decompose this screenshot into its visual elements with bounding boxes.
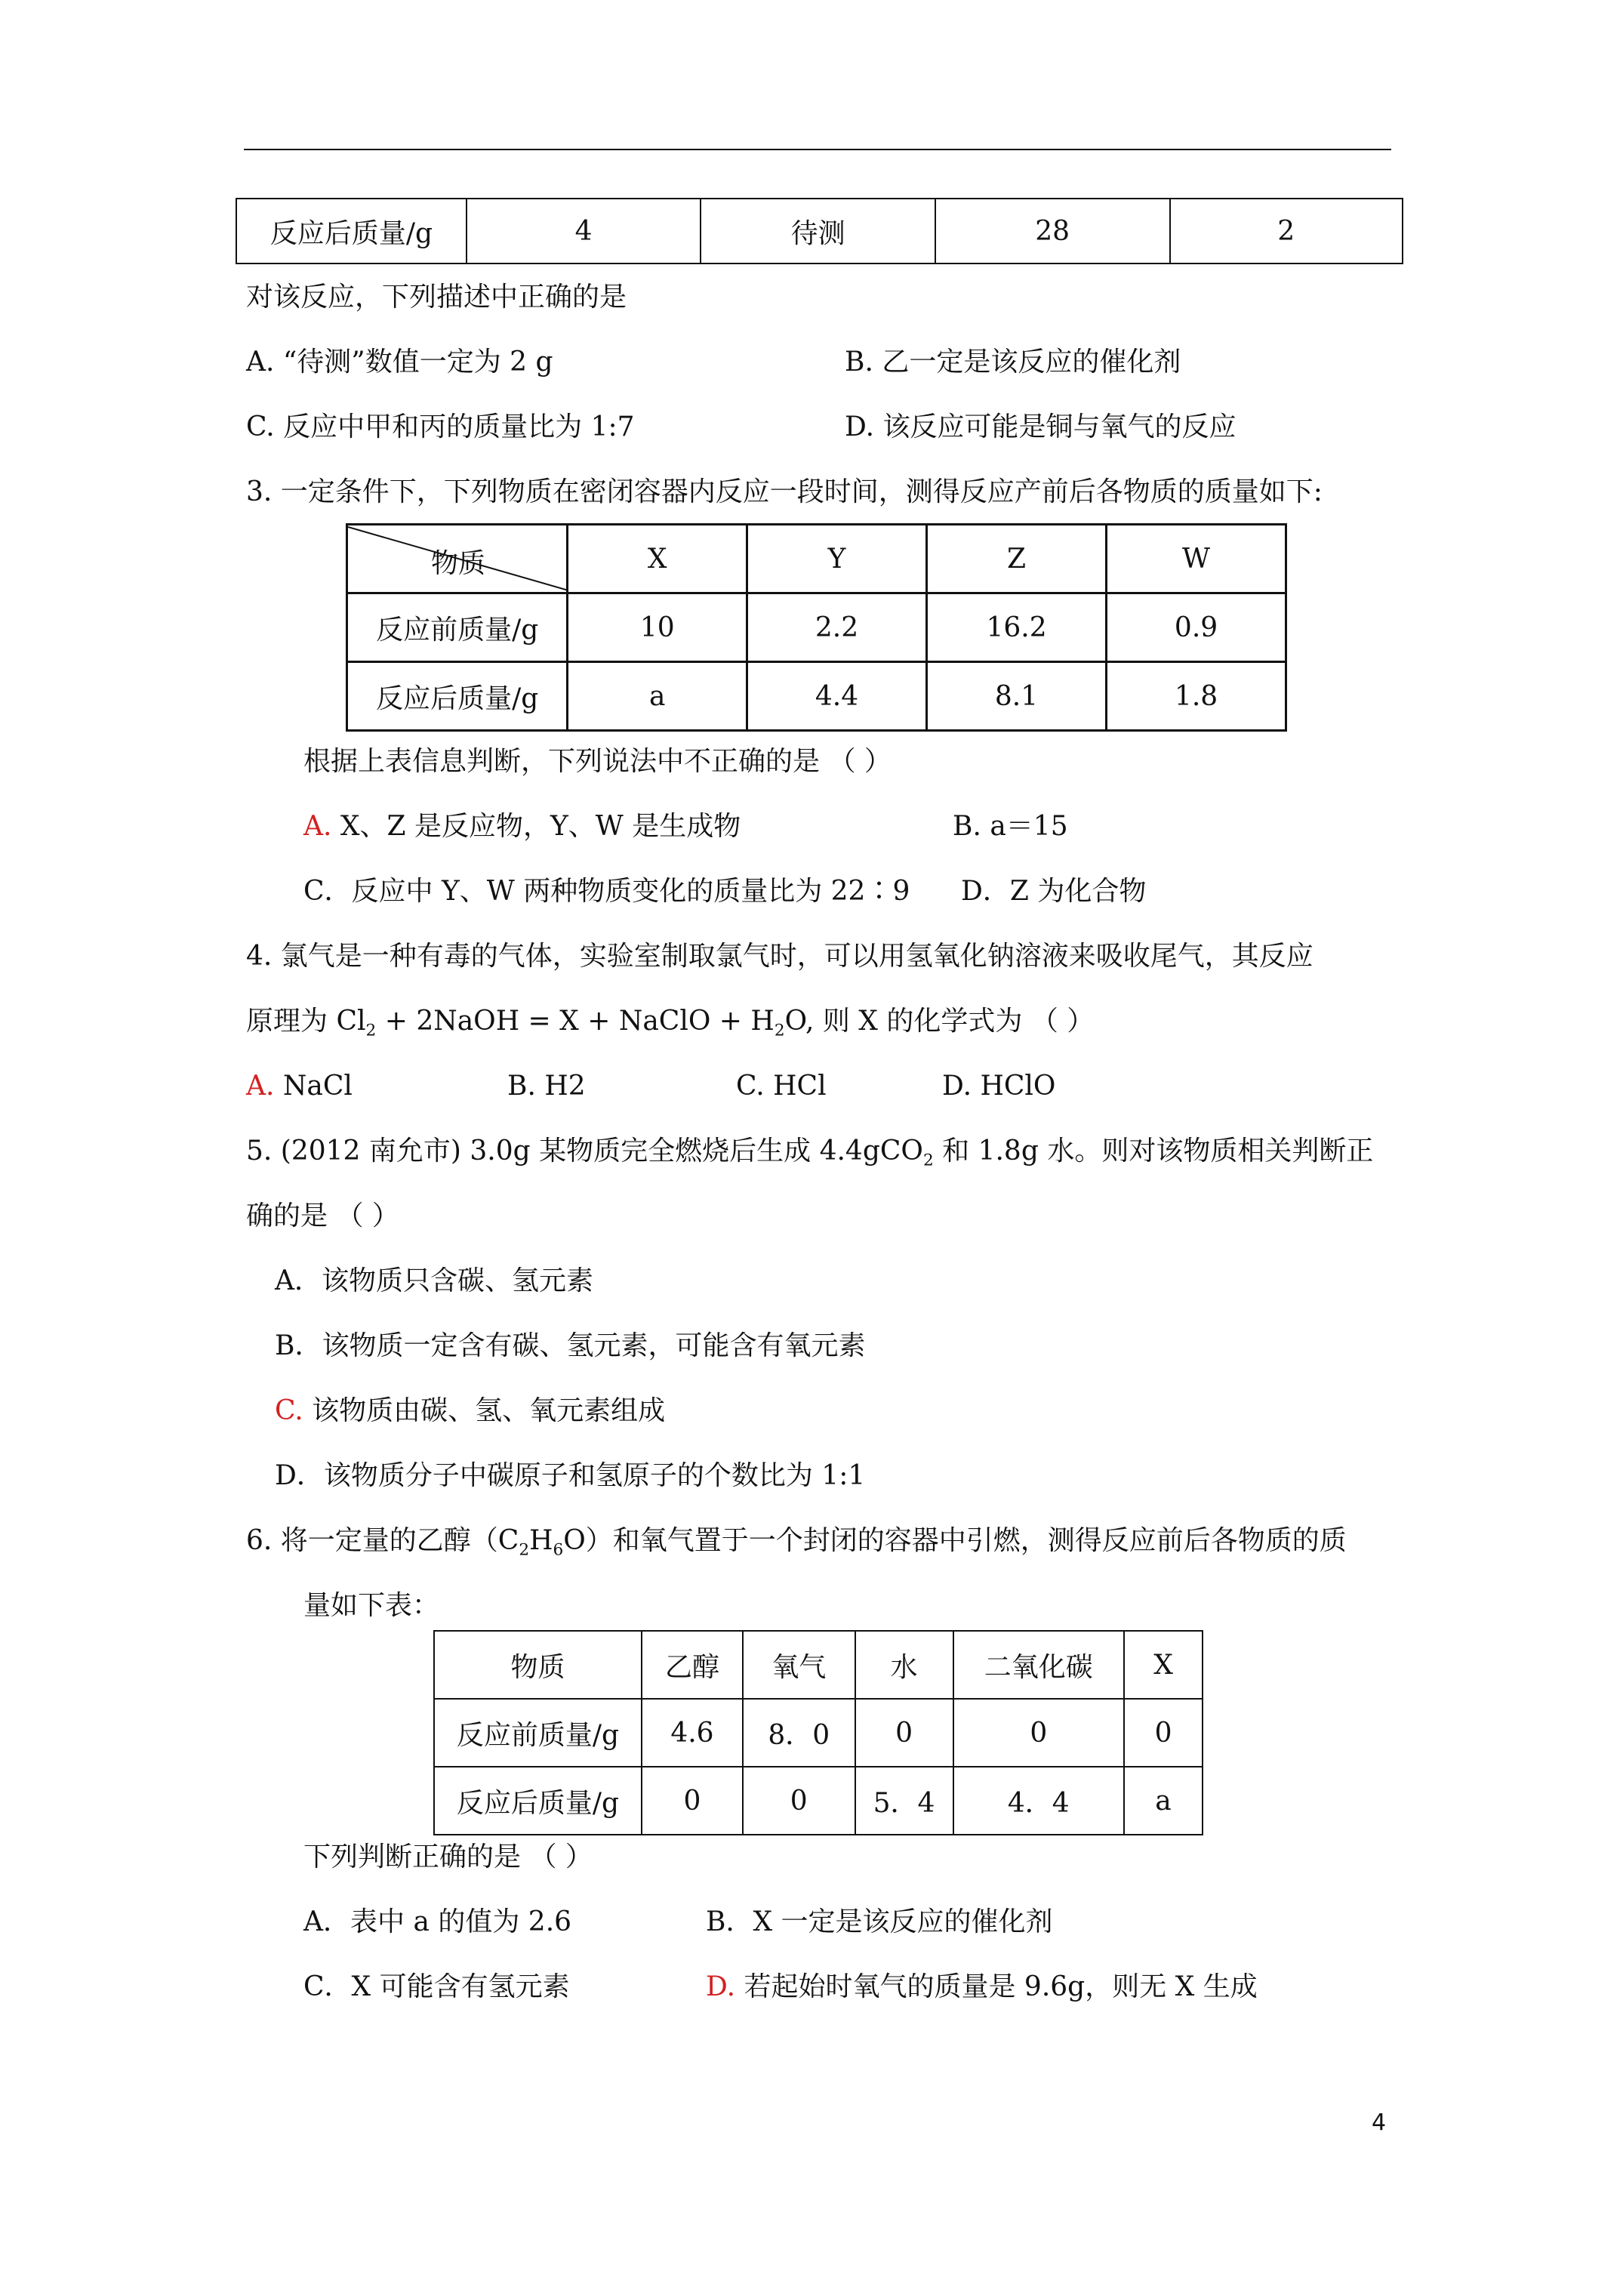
q6-option-a: A．表中 a 的值为 2.6 [303,1906,572,1937]
table-corner-cell [347,525,568,593]
table-row [347,662,1286,731]
table-cell: 待测 [701,199,935,264]
q4-option-b: B. H2 [507,1071,586,1102]
table-cell: 0 [1124,1699,1203,1767]
table-cell: 4.6 [642,1699,743,1767]
table-header: 物质 [434,1631,642,1699]
table-row [434,1631,1203,1699]
table-header: 水 [855,1631,953,1699]
q6-option-d: D. 若起始时氧气的质量是 9.6g，则无 X 生成 [706,1971,1258,2002]
corner-label: 物质 [431,548,486,579]
q6-option-b: B．X 一定是该反应的催化剂 [706,1906,1053,1937]
table-cell: 4 [467,199,701,264]
table-cell: 反应后质量/g [434,1767,642,1835]
q3-option-c: C．反应中 Y、W 两种物质变化的质量比为 22∶9 [303,876,910,907]
table-cell: 反应前质量/g [434,1699,642,1767]
table-header: W [1107,525,1286,593]
header-rule [244,149,1391,150]
table-cell: 0.9 [1107,593,1286,662]
table-row [434,1767,1203,1835]
q5-option-c: C. 该物质由碳、氢、氧元素组成 [275,1395,666,1426]
q6-line1: 6. 将一定量的乙醇$(C_2H_6O)$和氧气置于一个封闭的容器中引燃，测得反应前后各物质的质 [246,1525,1347,1560]
table-row [347,525,1286,593]
table-cell: 反应前质量/g [347,593,568,662]
q3-option-b: B. a＝15 [953,811,1068,842]
table-cell: 0 [642,1767,743,1835]
table-cell: 8．0 [743,1699,855,1767]
table-header: Y [747,525,927,593]
table-header: 氧气 [743,1631,855,1699]
q2-option-c: C. 反应中甲和丙的质量比为 1:7 [246,411,635,442]
q6-line2: 量如下表： [303,1590,440,1621]
answer-letter: A. [246,1071,275,1102]
q4-line2: 原理为 $Cl_2$ + 2NaOH = X + NaClO + $H_2O$, 则 X 的化学式为 （ ） [246,1006,1095,1040]
table-cell: 4.4 [747,662,927,731]
table-row [434,1699,1203,1767]
top-table [236,198,1403,264]
q3-option-a: A. X、Z 是反应物，Y、W 是生成物 [303,811,741,842]
q6-ask: 下列判断正确的是 （ ） [303,1841,593,1872]
q5-option-a: A．该物质只含碳、氢元素 [275,1265,593,1296]
table-cell: 0 [743,1767,855,1835]
table-header: Z [926,525,1106,593]
q5-option-d: D．该物质分子中碳原子和氢原子的个数比为 1:1 [275,1460,866,1491]
table-cell: 2.2 [747,593,927,662]
table-header: X [1124,1631,1203,1699]
q2-option-b: B. 乙一定是该反应的催化剂 [845,347,1181,378]
q2-option-a: A. “待测”数值一定为 2 g [246,347,553,378]
answer-letter: D. [706,1971,736,2002]
answer-letter: C. [275,1395,303,1426]
table-cell: 0 [953,1699,1125,1767]
q4-line1: 4. 氯气是一种有毒的气体，实验室制取氯气时，可以用氢氧化钠溶液来吸收尾气，其反应 [246,941,1313,972]
table-row [347,593,1286,662]
page-number: 4 [1372,2110,1387,2136]
q3-option-d: D．Z 为化合物 [961,876,1147,907]
table-cell: 反应后质量/g [236,199,467,264]
table-cell: 1.8 [1107,662,1286,731]
q5-line2: 确的是 （ ） [246,1200,399,1231]
table-cell: 16.2 [926,593,1106,662]
table-cell: 0 [855,1699,953,1767]
q4-option-d: D. HClO [942,1071,1056,1102]
table-cell: 4．4 [953,1767,1125,1835]
table-cell: 28 [935,199,1170,264]
q3-stem: 3. 一定条件下，下列物质在密闭容器内反应一段时间，测得反应产前后各物质的质量如下: [246,476,1323,507]
table-header: 乙醇 [642,1631,743,1699]
table-row [236,199,1403,264]
table-header: 二氧化碳 [953,1631,1125,1699]
table-cell: a [1124,1767,1203,1835]
q5-line1: 5. (2012 南允市) 3.0g 某物质完全燃烧后生成 4.4gCO$_2$ 和 1.8g 水。则对该物质相关判断正 [246,1136,1374,1170]
q3-table [346,523,1287,732]
q4-option-c: C. HCl [736,1071,827,1102]
q2-option-d: D. 该反应可能是铜与氧气的反应 [845,411,1236,442]
table-cell: 8.1 [926,662,1106,731]
table-cell: 5．4 [855,1767,953,1835]
table-cell: a [568,662,747,731]
table-header: X [568,525,747,593]
q2-stem: 对该反应，下列描述中正确的是 [246,282,627,313]
q6-table [433,1630,1203,1835]
q5-option-b: B．该物质一定含有碳、氢元素，可能含有氧元素 [275,1330,866,1361]
q4-option-a: A. NaCl [246,1071,353,1102]
q6-option-c: C．X 可能含有氢元素 [303,1971,570,2002]
table-cell: 2 [1170,199,1403,264]
q3-ask: 根据上表信息判断，下列说法中不正确的是 （ ） [303,746,892,777]
table-cell: 10 [568,593,747,662]
answer-letter: A. [303,811,332,842]
table-cell: 反应后质量/g [347,662,568,731]
